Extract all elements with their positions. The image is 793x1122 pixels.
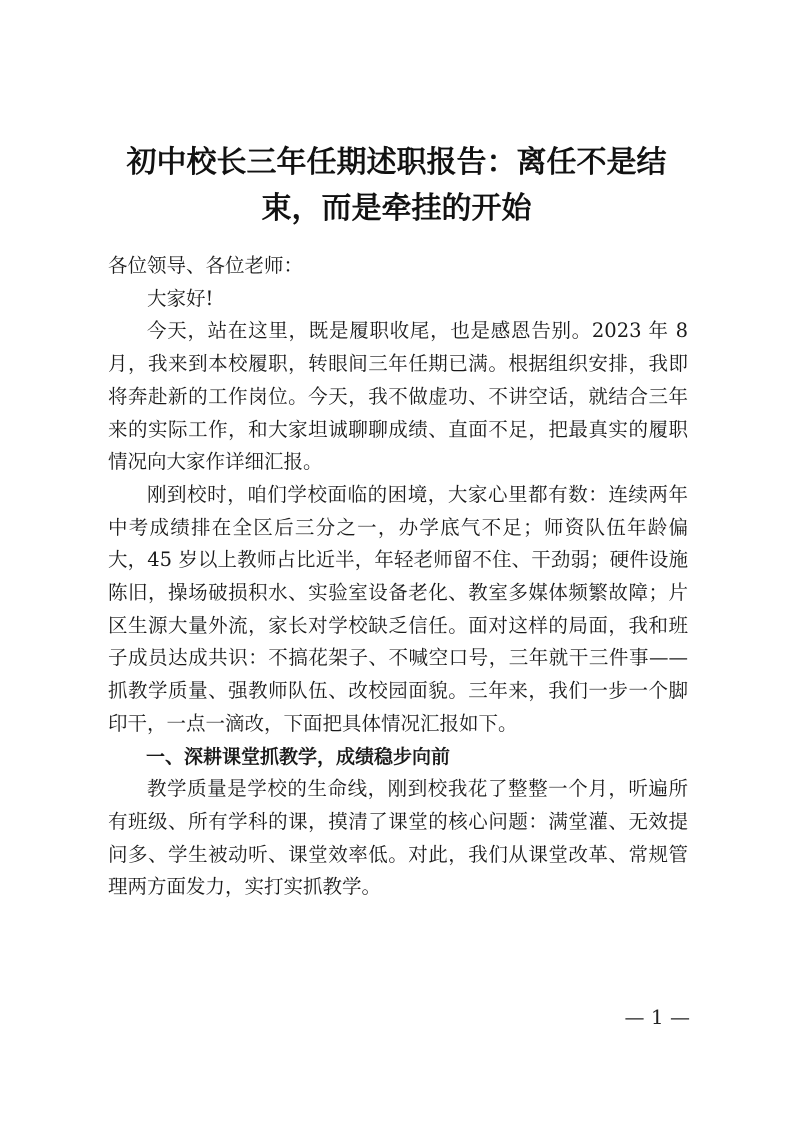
page-number: — 1 — <box>624 1005 690 1029</box>
paragraph-background: 刚到校时，咱们学校面临的困境，大家心里都有数：连续两年中考成绩排在全区后三分之一，办学底气不足；师资队伍年龄偏大，45 岁以上教师占比近半，年轻老师留不住、干劲弱；硬件设施陈旧，操场破损积水、实验室设备老化、教室多媒体频繁故障；片区生源大量外流，家长对学校缺乏信任。面对这样的局面，我和班子成员达成共识：不搞花架子、不喊空口号，三年就干三件事——抓教学质量、强教师队伍、改校园面貌。三年来，我们一步一个脚印干，一点一滴改，下面把具体情况汇报如下。 <box>108 482 688 735</box>
document-body <box>108 250 688 904</box>
document-title: 初中校长三年任期述职报告：离任不是结束，而是牵挂的开始 <box>126 145 667 226</box>
paragraph-section-1: 教学质量是学校的生命线，刚到校我花了整整一个月，听遍所有班级、所有学科的课，摸清了课堂的核心问题：满堂灌、无效提问多、学生被动听、课堂效率低。对此，我们从课堂改革、常规管理两方面发力，实打实抓教学。 <box>108 777 688 899</box>
greeting: 大家好! <box>147 286 214 310</box>
salutation: 各位领导、各位老师： <box>108 254 304 277</box>
paragraph-intro: 今天，站在这里，既是履职收尾，也是感恩告别。2023 年 8 月，我来到本校履职，转眼间三年任期已满。根据组织安排，我即将奔赴新的工作岗位。今天，我不做虚功、不讲空话，就结合三年来的实际工作，和大家坦诚聊聊成绩、直面不足，把最真实的履职情况向大家作详细汇报。 <box>108 319 688 474</box>
section-heading: 一、深耕课堂抓教学，成绩稳步向前 <box>146 745 451 768</box>
